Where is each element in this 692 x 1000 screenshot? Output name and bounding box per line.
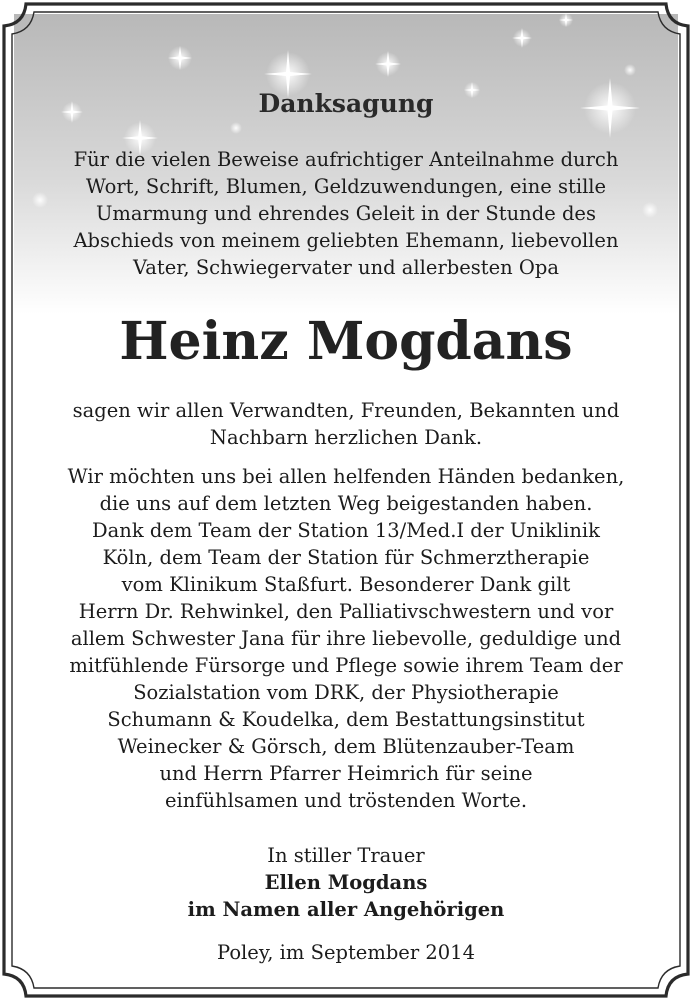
- text-line: Köln, dem Team der Station für Schmerztherapie: [102, 546, 590, 569]
- text-line: Umarmung und ehrendes Geleit in der Stunde des: [96, 202, 596, 225]
- text-line: Sozialstation vom DRK, der Physiotherapie: [133, 681, 559, 704]
- on-behalf-line: im Namen aller Angehörigen: [187, 898, 505, 921]
- text-line: vom Klinikum Staßfurt. Besonderer Dank gilt: [121, 573, 571, 596]
- text-line: Weinecker & Görsch, dem Blütenzauber-Team: [117, 735, 575, 758]
- acknowledgement-paragraph: [30, 463, 662, 814]
- text-line: allem Schwester Jana für ihre liebevolle, geduldige und: [70, 627, 622, 650]
- mourning-phrase: In stiller Trauer: [267, 844, 425, 867]
- text-line: Wort, Schrift, Blumen, Geldzuwendungen, eine stille: [85, 175, 607, 198]
- signer-name: Ellen Mogdans: [264, 871, 428, 894]
- text-line: Wir möchten uns bei allen helfenden Händen bedanken,: [67, 465, 625, 488]
- text-line: sagen wir allen Verwandten, Freunden, Bekannten und: [72, 399, 620, 422]
- place-date: Poley, im September 2014: [216, 941, 475, 964]
- notice-content: [30, 0, 662, 1000]
- text-line: einfühlsamen und tröstenden Worte.: [164, 789, 528, 812]
- thanks-paragraph: [30, 397, 662, 451]
- text-line: Dank dem Team der Station 13/Med.I der Uniklinik: [92, 519, 600, 542]
- text-line: Schumann & Koudelka, dem Bestattungsinstitut: [107, 708, 585, 731]
- text-line: Herrn Dr. Rehwinkel, den Palliativschwestern und vor: [78, 600, 614, 623]
- notice-heading: Danksagung: [258, 89, 434, 118]
- text-line: Für die vielen Beweise aufrichtiger Anteilnahme durch: [73, 148, 619, 171]
- text-line: die uns auf dem letzten Weg beigestanden haben.: [99, 492, 593, 515]
- signoff-block: [30, 842, 662, 923]
- text-line: Abschieds von meinem geliebten Ehemann, liebevollen: [73, 229, 619, 252]
- text-line: Nachbarn herzlichen Dank.: [209, 426, 483, 449]
- text-line: und Herrn Pfarrer Heimrich für seine: [159, 762, 533, 785]
- deceased-name: Heinz Mogdans: [119, 311, 573, 372]
- text-line: Vater, Schwiegervater und allerbesten Opa: [132, 256, 560, 279]
- intro-paragraph: [30, 146, 662, 281]
- text-line: mitfühlende Fürsorge und Pflege sowie ihrem Team der: [69, 654, 623, 677]
